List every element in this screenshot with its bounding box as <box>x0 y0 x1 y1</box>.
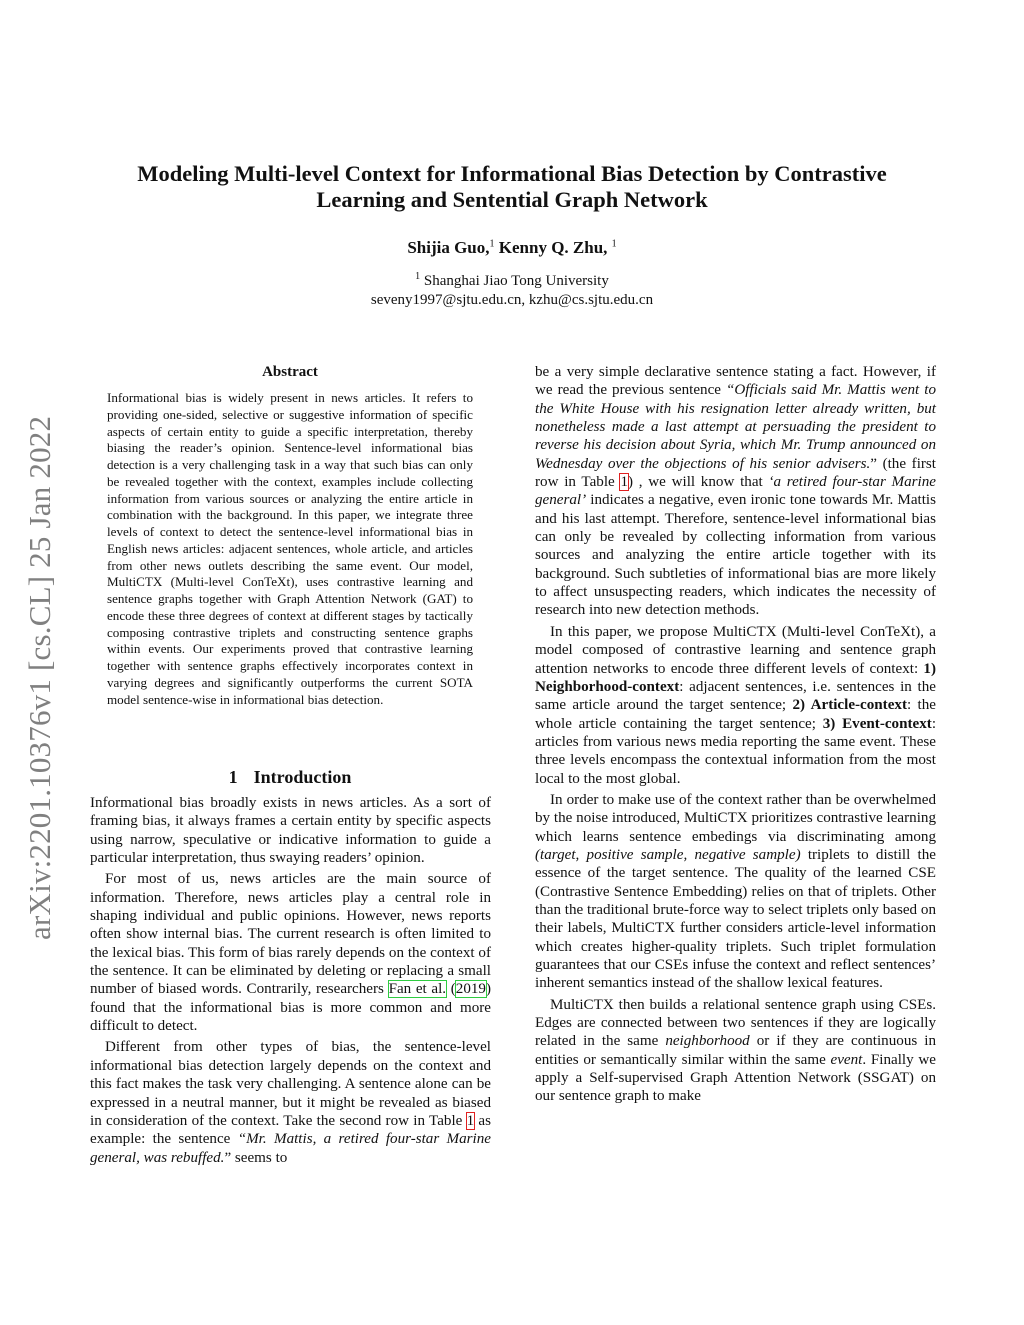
affiliation-mark: 1 <box>611 238 617 250</box>
text-segment: ) , we will know that <box>628 474 769 491</box>
right-column <box>535 363 936 1109</box>
italic-text: event <box>830 1051 863 1068</box>
section-title: Introduction <box>253 767 352 787</box>
paragraph <box>535 623 936 788</box>
table-reference-link[interactable]: 1 <box>466 1112 475 1129</box>
author-emails: seveny1997@sjtu.edu.cn, kzhu@cs.sjtu.edu.cn <box>370 291 654 308</box>
text-segment: In this paper, we propose MultiCTX (Multi-level ConTeXt), a model composed of contrastive learning and sentence graph attention networks to encode three different levels of context: <box>535 623 936 677</box>
bold-text: 1) Neighborhood-context <box>535 660 936 695</box>
text-segment: be a very simple declarative sentence stating a fact. However, if we read the previous sentence <box>535 364 936 399</box>
text-segment: MultiCTX then builds a relational sentence graph using CSEs. Edges are connected between two sentences if they are logically related in the same <box>535 996 936 1050</box>
citation-link[interactable]: Fan et al. <box>388 981 447 998</box>
text-segment: ( <box>446 981 456 998</box>
section-heading <box>90 767 490 788</box>
authors <box>0 238 1024 258</box>
text-segment: ) found that the informational bias is more common and more difficult to detect. <box>90 981 491 1035</box>
text-segment: or if they are continuous in entities or semantically similar within the same <box>535 1033 936 1068</box>
text-segment: triplets to distill the essence of the target sentence. The quality of the learned CSE (Contrastive Sentence Embedding) relies on that of triplets. Other than the traditional brute-force way to select triplets only based on their labels, MultiCTX further considers article-level information which creates higher-quality triplets. Such triplet formulation guarantees that our CSEs infuse the context and reflect sentences’ inherent semantics instead of the shallow lexical features. <box>535 846 936 992</box>
affiliation-mark: 1 <box>489 238 495 250</box>
paragraph <box>90 870 491 1035</box>
abstract-text: Informational bias is widely present in news articles. It refers to providing one-sided, selective or suggestive information of specific aspects of certain entity to guide a specific interpretation, thereby biasing the reader’s opinion. Sentence-level informational bias detection is a very challenging task in a way that such bias can only be revealed together with the context, examples include collecting information from various sources or analyzing the entire article in combination with the background. In this paper, we integrate three levels of context to detect the sentence-level informational bias in English news articles: adjacent sentences, whole article, and articles from other news outlets describing the same event. Our model, MultiCTX (Multi-level ConTeXt), uses contrastive learning and sentence graphs together with Graph Attention Network (GAT) to encode these three degrees of context at different stages by tactically composing contrastive triplets and constructing sentence graphs within events. Our experiments proved that contrastive learning together with sentence graphs effectively incorporates context in varying degrees and significantly outperforms the current SOTA model sentence-wise in informational bias detection. <box>107 390 473 707</box>
text-segment: : adjacent sentences, i.e. sentences in the same article around the target sentence; <box>535 678 936 714</box>
paragraph <box>535 363 936 620</box>
italic-text: ‘a retired four-star Marine general’ <box>535 474 936 509</box>
text-segment: ” seems to <box>224 1149 288 1166</box>
bold-text: 2) Article-context <box>792 697 907 714</box>
text-segment: Informational bias broadly exists in news articles. As a sort of framing bias, it always frames a certain entity by specific aspects using narrow, speculative or indicative information to guide a particular interpretation, thus swaying readers’ opinion. <box>90 795 491 867</box>
abstract-heading: Abstract <box>262 364 318 380</box>
text-segment: Different from other types of bias, the sentence-level informational bias detection largely depends on the context and this fact makes the task very challenging. A sentence alone can be expressed in a neutral manner, but it might be revealed as biased in consideration of the context. Take the second row in Table <box>90 1039 491 1129</box>
text-segment: : articles from various news media reporting the same event. These three levels encompass the contextual information from the most local to the most global. <box>535 715 937 787</box>
text-segment: : the whole article containing the target sentence; <box>535 697 936 732</box>
arxiv-identifier: arXiv:2201.10376v1 [cs.CL] 25 Jan 2022 <box>22 415 57 940</box>
title-line: Learning and Sentential Graph Network <box>316 187 708 212</box>
text-segment: For most of us, news articles are the main source of information. Therefore, news articles play a central role in shaping individual and public opinions. However, news reports often show internal bias. The current research is often limited to the lexical bias. This form of bias rarely depends on the context of the sentence. It can be eliminated by deleting or replacing a small number of biased words. Contrarily, researchers <box>90 871 491 998</box>
affiliation-mark: 1 <box>415 271 421 282</box>
italic-text: (target, positive sample, negative sample) <box>535 846 801 863</box>
text-segment: . Finally we apply a Self-supervised Graph Attention Network (SSGAT) on our sentence graph to make <box>535 1051 936 1105</box>
left-column <box>90 794 491 1170</box>
citation-link[interactable]: 2019 <box>455 981 486 998</box>
italic-text: “Officials said Mr. Mattis went to the White House with his resignation letter already written, but nonetheless made a last attempt at persuading the president to reverse his decision about Syria, which Mr. Trump announced on Wednesday over the objections of his senior advisers. <box>535 382 936 472</box>
bold-text: 3) Event-context <box>822 715 932 732</box>
italic-text: neighborhood <box>665 1033 750 1050</box>
title-line: Modeling Multi-level Context for Informational Bias Detection by Contrastive <box>137 161 887 186</box>
paragraph <box>90 794 491 867</box>
affiliation-block <box>0 268 1024 309</box>
author-name: Shijia Guo, <box>407 238 490 257</box>
italic-text: “Mr. Mattis, a retired four-star Marine general, was rebuffed. <box>90 1131 491 1166</box>
text-segment: ” (the first row in Table <box>535 455 936 491</box>
text-segment: as example: the sentence <box>90 1112 491 1148</box>
text-segment: In order to make use of the context rather than be overwhelmed by the noise introduced, MultiCTX prioritizes contrastive learning which learns sentence embedings via discriminating among <box>535 791 936 845</box>
section-number: 1 <box>228 767 238 787</box>
paper-title <box>60 161 964 213</box>
paragraph <box>535 996 936 1106</box>
table-reference-link[interactable]: 1 <box>620 474 628 491</box>
paragraph <box>90 1038 491 1166</box>
author-name: Kenny Q. Zhu, <box>498 238 608 257</box>
affiliation: Shanghai Jiao Tong University <box>423 273 609 289</box>
text-segment: indicates a negative, even ironic tone towards Mr. Mattis and his last attempt. Therefore, sentence-level informational bias can only be revealed by collecting information from various sources and analyzing the entire article together with its background. Such subtleties of informational bias are more likely to affect unsuspecting readers, which indicates the necessity of research into new detection methods. <box>535 492 936 619</box>
paragraph <box>535 791 936 993</box>
